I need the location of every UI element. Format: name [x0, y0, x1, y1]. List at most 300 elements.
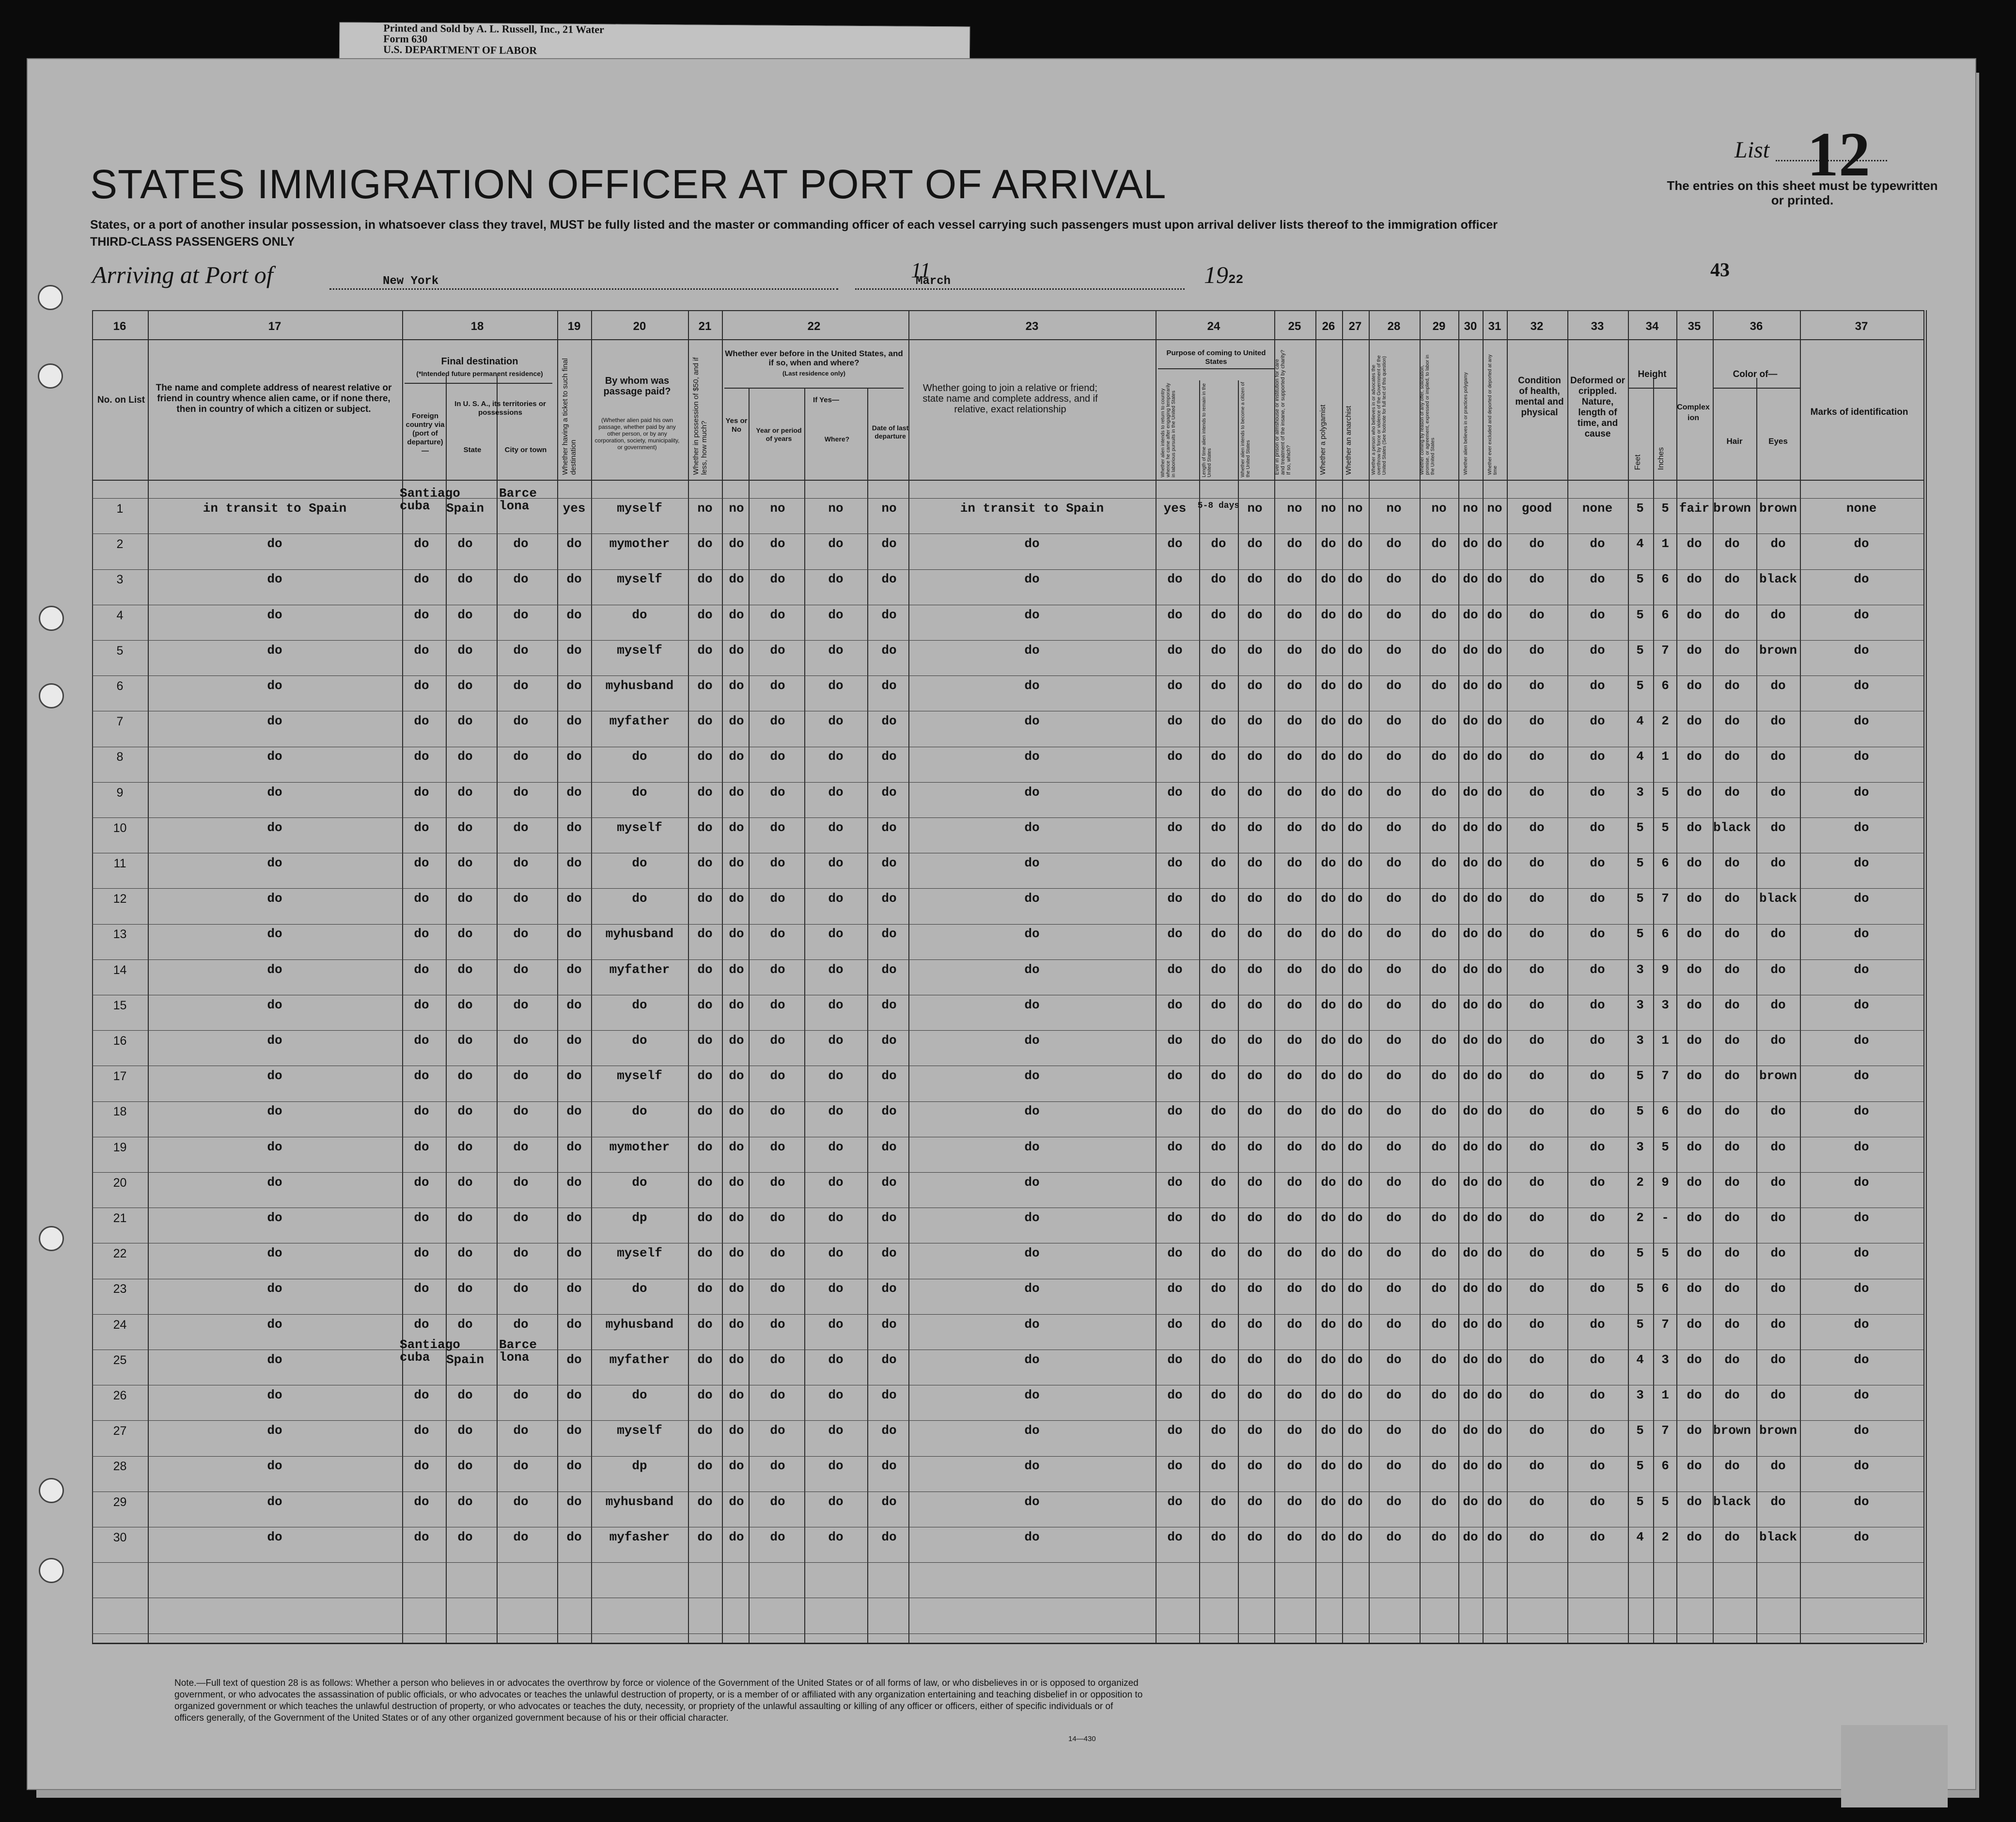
ditto-mark: do	[1386, 997, 1402, 1012]
ditto-mark: do	[267, 1175, 282, 1190]
header-sub-rule	[405, 383, 552, 384]
cell-ft: 5	[1636, 927, 1644, 942]
ditto-mark: do	[770, 1210, 785, 1225]
ditto-mark: do	[1386, 1352, 1402, 1367]
cell-hair: do	[1724, 1529, 1740, 1544]
ditto-mark: do	[1487, 1033, 1502, 1048]
cell-hair: do	[1724, 714, 1740, 729]
ditto-mark: do	[1167, 1246, 1183, 1261]
ditto-mark: do	[1487, 856, 1502, 870]
row-number: 8	[116, 750, 124, 764]
ditto-mark: do	[513, 1281, 529, 1296]
ditto-mark: do	[1590, 1246, 1605, 1261]
column-number: 27	[1348, 320, 1362, 333]
ditto-mark: do	[1529, 1529, 1545, 1544]
row-rule	[92, 1172, 1923, 1173]
column-rule	[1800, 310, 1801, 1643]
cell-c25: no	[1287, 501, 1302, 516]
ditto-mark: do	[1590, 1210, 1605, 1225]
ditto-mark: do	[1211, 1281, 1226, 1296]
ditto-mark: do	[828, 643, 844, 658]
cell-paid: do	[632, 1175, 647, 1190]
ditto-mark: do	[1529, 1246, 1545, 1261]
header-36: Color of—	[1733, 369, 1778, 379]
cell-ft: 5	[1636, 820, 1644, 835]
ditto-mark: do	[1854, 572, 1869, 587]
binder-hole-5	[39, 1226, 64, 1251]
ditto-mark: do	[566, 927, 582, 942]
cell-paid: myfather	[609, 714, 670, 729]
ditto-mark: do	[770, 1529, 785, 1544]
cell-ft: 5	[1636, 678, 1644, 693]
ditto-mark: do	[697, 607, 713, 622]
ditto-mark: do	[1287, 1210, 1302, 1225]
ditto-mark: do	[1024, 1352, 1040, 1367]
ditto-mark: do	[1211, 536, 1226, 551]
ditto-mark: do	[457, 962, 473, 977]
date-line	[855, 288, 1185, 290]
binder-hole-4	[39, 683, 64, 708]
ditto-mark: do	[1024, 1104, 1040, 1119]
ditto-mark: do	[770, 1317, 785, 1332]
column-rule	[1628, 310, 1629, 1643]
row-rule	[92, 675, 1923, 676]
ditto-mark: do	[566, 997, 582, 1012]
ditto-mark: do	[881, 1388, 897, 1402]
ditto-mark: do	[1024, 536, 1040, 551]
ditto-mark: do	[828, 891, 844, 906]
row-number: 17	[113, 1069, 127, 1084]
cell-in: 3	[1661, 1352, 1669, 1367]
cell-eyes: do	[1770, 1388, 1786, 1402]
ditto-mark: do	[1321, 785, 1336, 800]
ditto-mark: do	[1024, 1246, 1040, 1261]
cell-ft: 4	[1636, 1529, 1644, 1544]
ditto-mark: do	[1247, 962, 1263, 977]
ditto-mark: do	[513, 997, 529, 1012]
ditto-mark: do	[1167, 927, 1183, 942]
ditto-mark: do	[457, 643, 473, 658]
cell-in: 6	[1661, 927, 1669, 942]
ditto-mark: do	[1024, 1529, 1040, 1544]
ditto-mark: do	[1463, 1104, 1478, 1119]
cell-eyes: do	[1770, 536, 1786, 551]
row-rule	[92, 1314, 1923, 1315]
cell-c28: no	[1386, 501, 1402, 516]
ditto-mark: do	[1247, 856, 1263, 870]
ditto-mark: do	[828, 1068, 844, 1084]
ditto-mark: do	[697, 927, 713, 942]
ditto-mark: do	[1321, 927, 1336, 942]
ditto-mark: do	[1854, 1423, 1869, 1438]
ditto-mark: do	[1529, 1494, 1545, 1509]
header-29: Whether coming by reason of any offer, solicitation, promise, or agreement, expressed or implied, to labor in the United States	[1420, 355, 1436, 475]
cell-ft: 3	[1636, 962, 1644, 977]
header-28: Whether a person who believes in or advocates the overthrow by force or violence of the Government of the United States (See footnote for full text of this question)	[1371, 355, 1387, 475]
ditto-mark: do	[1247, 1033, 1263, 1048]
ditto-mark: do	[1287, 643, 1302, 658]
ditto-mark: do	[267, 714, 282, 729]
ditto-mark: do	[1487, 1139, 1502, 1154]
sub-column-rule	[804, 388, 805, 1643]
ditto-mark: do	[1529, 1281, 1545, 1296]
header-22-note: (Last residence only)	[782, 370, 846, 377]
cell-eyes: do	[1770, 962, 1786, 977]
row-number: 10	[113, 821, 127, 835]
cell-paid: do	[632, 1104, 647, 1119]
ditto-mark: do	[566, 572, 582, 587]
ditto-mark: do	[1347, 856, 1363, 870]
ditto-mark: do	[1463, 1246, 1478, 1261]
ditto-mark: do	[881, 927, 897, 942]
list-number: 12	[1807, 120, 1870, 189]
ditto-mark: do	[1431, 643, 1447, 658]
header-31: Whether ever excluded and deported or deported at any time	[1487, 354, 1498, 475]
ditto-mark: do	[267, 1139, 282, 1154]
cell-in: 6	[1661, 678, 1669, 693]
ditto-mark: do	[1386, 714, 1402, 729]
cell-paid: mymother	[609, 1139, 670, 1154]
ditto-mark: do	[1386, 1494, 1402, 1509]
cell-in: 6	[1661, 607, 1669, 622]
ditto-mark: do	[267, 927, 282, 942]
cell-c31: no	[1487, 501, 1502, 516]
ditto-mark: do	[697, 1529, 713, 1544]
ditto-mark: do	[1529, 856, 1545, 870]
header-sub-rule	[1713, 388, 1800, 389]
ditto-mark: do	[457, 1104, 473, 1119]
ditto-mark: do	[1854, 1104, 1869, 1119]
column-rule	[1567, 310, 1568, 1643]
ditto-mark: do	[1854, 891, 1869, 906]
ditto-mark: do	[1211, 678, 1226, 693]
ditto-mark: do	[770, 856, 785, 870]
ditto-mark: do	[1854, 1246, 1869, 1261]
ditto-mark: do	[1247, 1317, 1263, 1332]
row-number: 18	[113, 1105, 127, 1119]
ditto-mark: do	[1463, 714, 1478, 729]
header-final-destination: Final destination	[441, 356, 518, 367]
ditto-mark: do	[566, 1352, 582, 1367]
ditto-mark: do	[770, 962, 785, 977]
ditto-mark: do	[1854, 927, 1869, 942]
ditto-mark: do	[1854, 1529, 1869, 1544]
arrival-label: Arriving at Port of	[92, 261, 273, 288]
ditto-mark: do	[1687, 1068, 1702, 1084]
cell-paid: myself	[617, 1423, 662, 1438]
ditto-mark: do	[1247, 1388, 1263, 1402]
ditto-mark: do	[1321, 1529, 1336, 1544]
ditto-mark: do	[697, 536, 713, 551]
ditto-mark: do	[1487, 785, 1502, 800]
ditto-mark: do	[697, 1068, 713, 1084]
ditto-mark: do	[881, 962, 897, 977]
ditto-mark: do	[1024, 1068, 1040, 1084]
header-sub-rule	[724, 388, 904, 389]
ditto-mark: do	[1687, 891, 1702, 906]
cell-in: 1	[1661, 1033, 1669, 1048]
cell-ft: 5	[1636, 1317, 1644, 1332]
ditto-mark: do	[697, 820, 713, 835]
ditto-mark: do	[566, 891, 582, 906]
ditto-mark: do	[1590, 1423, 1605, 1438]
ditto-mark: do	[770, 1352, 785, 1367]
ditto-mark: do	[1167, 1033, 1183, 1048]
ditto-mark: do	[1529, 607, 1545, 622]
ditto-mark: do	[267, 997, 282, 1012]
ditto-mark: do	[881, 1317, 897, 1332]
binder-hole-6	[39, 1478, 64, 1503]
ditto-mark: do	[513, 1317, 529, 1332]
ditto-mark: do	[770, 1068, 785, 1084]
ditto-mark: do	[513, 1175, 529, 1190]
ditto-mark: do	[1024, 1139, 1040, 1154]
cell-c26: no	[1321, 501, 1336, 516]
ditto-mark: do	[1386, 1246, 1402, 1261]
ditto-mark: do	[1431, 785, 1447, 800]
ditto-mark: do	[1687, 678, 1702, 693]
ditto-mark: do	[1529, 1104, 1545, 1119]
ditto-mark: do	[267, 678, 282, 693]
ditto-mark: do	[1854, 820, 1869, 835]
ditto-mark: do	[267, 856, 282, 870]
ditto-mark: do	[513, 1139, 529, 1154]
cell-eyes: do	[1770, 1139, 1786, 1154]
ditto-mark: do	[1431, 997, 1447, 1012]
cell-hair: do	[1724, 785, 1740, 800]
ditto-mark: do	[1487, 820, 1502, 835]
ditto-mark: do	[1321, 1494, 1336, 1509]
ditto-mark: do	[770, 1175, 785, 1190]
class-note: THIRD-CLASS PASSENGERS ONLY	[90, 235, 295, 249]
cell-in: 6	[1661, 1459, 1669, 1474]
ditto-mark: do	[267, 607, 282, 622]
ditto-mark: do	[881, 1423, 897, 1438]
ditto-mark: do	[1431, 1033, 1447, 1048]
ditto-mark: do	[1687, 1459, 1702, 1474]
ditto-mark: do	[1247, 1352, 1263, 1367]
ditto-mark: do	[1487, 678, 1502, 693]
ditto-mark: do	[729, 997, 744, 1012]
ditto-mark: do	[1211, 1139, 1226, 1154]
cell-c27: no	[1347, 501, 1363, 516]
ditto-mark: do	[1211, 1423, 1226, 1438]
ditto-mark: do	[1386, 643, 1402, 658]
ditto-mark: do	[1211, 891, 1226, 906]
cell-in: -	[1661, 1210, 1669, 1225]
column-number: 25	[1288, 320, 1301, 333]
ditto-mark: do	[457, 1459, 473, 1474]
ditto-mark: do	[697, 1210, 713, 1225]
ditto-mark: do	[1024, 643, 1040, 658]
ditto-mark: do	[1463, 678, 1478, 693]
column-number: 22	[807, 320, 821, 333]
cell-hair: do	[1724, 572, 1740, 587]
ditto-mark: do	[1431, 927, 1447, 942]
ditto-mark: do	[1287, 1388, 1302, 1402]
binder-hole-2	[38, 363, 63, 389]
cell-ft: 3	[1636, 1388, 1644, 1402]
ditto-mark: do	[1287, 1281, 1302, 1296]
ditto-mark: do	[1321, 1317, 1336, 1332]
row-rule	[92, 1562, 1923, 1563]
ditto-mark: do	[1347, 1281, 1363, 1296]
ditto-mark: do	[566, 1104, 582, 1119]
ditto-mark: do	[1487, 1281, 1502, 1296]
ditto-mark: do	[697, 1104, 713, 1119]
column-rule	[1420, 310, 1421, 1643]
ditto-mark: do	[1687, 536, 1702, 551]
ditto-mark: do	[1431, 1494, 1447, 1509]
column-rule	[722, 310, 723, 1643]
ditto-mark: do	[1287, 1033, 1302, 1048]
cell-in: 7	[1661, 1317, 1669, 1332]
ditto-mark: do	[1386, 678, 1402, 693]
ditto-mark: do	[881, 536, 897, 551]
ditto-mark: do	[1386, 927, 1402, 942]
cell-date: no	[881, 501, 897, 516]
ditto-mark: do	[1431, 749, 1447, 764]
ditto-mark: do	[1024, 678, 1040, 693]
ditto-mark: do	[881, 714, 897, 729]
ditto-mark: do	[1431, 1175, 1447, 1190]
cell-hair: do	[1724, 1317, 1740, 1332]
ditto-mark: do	[1347, 1246, 1363, 1261]
cell-ft: 4	[1636, 749, 1644, 764]
header-36-eyes: Eyes	[1768, 437, 1788, 446]
cell-in: 2	[1661, 714, 1669, 729]
ditto-mark: do	[1211, 1529, 1226, 1544]
cell-hair: do	[1724, 607, 1740, 622]
ditto-mark: do	[1854, 1281, 1869, 1296]
ditto-mark: do	[1529, 749, 1545, 764]
cell-in: 9	[1661, 962, 1669, 977]
ditto-mark: do	[697, 1317, 713, 1332]
ditto-mark: do	[1167, 1352, 1183, 1367]
ditto-mark: do	[1687, 1317, 1702, 1332]
ditto-mark: do	[1347, 785, 1363, 800]
ditto-mark: do	[1386, 572, 1402, 587]
ditto-mark: do	[1024, 997, 1040, 1012]
cell-eyes: do	[1770, 749, 1786, 764]
ditto-mark: do	[1529, 820, 1545, 835]
cell-ft: 5	[1636, 607, 1644, 622]
ditto-mark: do	[513, 820, 529, 835]
ditto-mark: do	[1431, 1068, 1447, 1084]
ditto-mark: do	[1487, 1529, 1502, 1544]
ditto-mark: do	[566, 749, 582, 764]
cell-eyes: do	[1770, 927, 1786, 942]
cell-paid: dp	[632, 1210, 647, 1225]
ditto-mark: do	[1024, 820, 1040, 835]
ditto-mark: do	[1247, 1246, 1263, 1261]
header-30: Whether alien believes in or practices polygamy	[1463, 372, 1469, 475]
ditto-mark: do	[1347, 1068, 1363, 1084]
ditto-mark: do	[697, 856, 713, 870]
ditto-mark: do	[770, 1423, 785, 1438]
ditto-mark: do	[1463, 1459, 1478, 1474]
ditto-mark: do	[1287, 714, 1302, 729]
ditto-mark: do	[1321, 1033, 1336, 1048]
ditto-mark: do	[1211, 997, 1226, 1012]
ditto-mark: do	[1463, 891, 1478, 906]
ditto-mark: do	[414, 1459, 429, 1474]
cell-via: Santiago cuba	[400, 1337, 460, 1365]
ditto-mark: do	[1024, 927, 1040, 942]
cell-year: no	[770, 501, 785, 516]
ditto-mark: do	[1211, 1388, 1226, 1402]
column-rule	[92, 310, 93, 1643]
column-rule	[1369, 310, 1370, 1643]
cell-paid: do	[632, 1281, 647, 1296]
cell-hair: brown	[1713, 1423, 1751, 1438]
ditto-mark: do	[729, 572, 744, 587]
ditto-mark: do	[1529, 1139, 1545, 1154]
header-17: The name and complete address of nearest relative or friend in country whence alien came, or if none there, then in country of which a citizen or subject.	[156, 383, 392, 414]
cell-in: 1	[1661, 1388, 1669, 1402]
ditto-mark: do	[267, 1210, 282, 1225]
ditto-mark: do	[828, 820, 844, 835]
ditto-mark: do	[1024, 1175, 1040, 1190]
column-number: 23	[1025, 320, 1039, 333]
ditto-mark: do	[1854, 1068, 1869, 1084]
header-24a: Whether alien intends to return to country whence he came after engaging temporarily in laborious pursuits in the United States	[1160, 383, 1176, 477]
cell-in: 5	[1661, 1246, 1669, 1261]
header-city: City or town	[504, 446, 547, 454]
cell-eyes: do	[1770, 1033, 1786, 1048]
header-22: Whether ever before in the United States, and if so, when and where?	[725, 349, 903, 367]
ditto-mark: do	[457, 749, 473, 764]
ditto-mark: do	[729, 1423, 744, 1438]
ditto-mark: do	[1487, 997, 1502, 1012]
corner-stub	[1841, 1725, 1948, 1807]
ditto-mark: do	[1167, 1317, 1183, 1332]
row-number: 12	[113, 892, 127, 906]
cell-in: 5	[1661, 1494, 1669, 1509]
ditto-mark: do	[513, 1459, 529, 1474]
column-number: 33	[1591, 320, 1604, 333]
row-number: 20	[113, 1176, 127, 1190]
row-number: 1	[116, 502, 124, 516]
ditto-mark: do	[566, 536, 582, 551]
ditto-mark: do	[1487, 1246, 1502, 1261]
ditto-mark: do	[1687, 643, 1702, 658]
row-number: 26	[113, 1389, 127, 1402]
cell-hair: black	[1713, 820, 1751, 835]
column-rule	[591, 310, 592, 1643]
cell-state: Spain	[446, 501, 484, 516]
cell-paid: do	[632, 607, 647, 622]
cell-ft: 5	[1636, 643, 1644, 658]
ditto-mark: do	[1854, 714, 1869, 729]
ditto-mark: do	[1487, 714, 1502, 729]
ditto-mark: do	[513, 1246, 529, 1261]
ditto-mark: do	[1590, 1033, 1605, 1048]
ditto-mark: do	[1247, 1459, 1263, 1474]
cell-paid: myself	[617, 1068, 662, 1084]
ditto-mark: do	[1211, 962, 1226, 977]
ditto-mark: do	[828, 1175, 844, 1190]
ditto-mark: do	[1024, 1423, 1040, 1438]
sub-column-rule	[1756, 378, 1757, 1643]
arrival-year-suffix: 22	[1228, 272, 1244, 287]
ditto-mark: do	[1431, 678, 1447, 693]
ditto-mark: do	[457, 678, 473, 693]
ditto-mark: do	[881, 1246, 897, 1261]
ditto-mark: do	[1687, 1175, 1702, 1190]
ditto-mark: do	[1687, 962, 1702, 977]
ditto-mark: do	[1854, 749, 1869, 764]
